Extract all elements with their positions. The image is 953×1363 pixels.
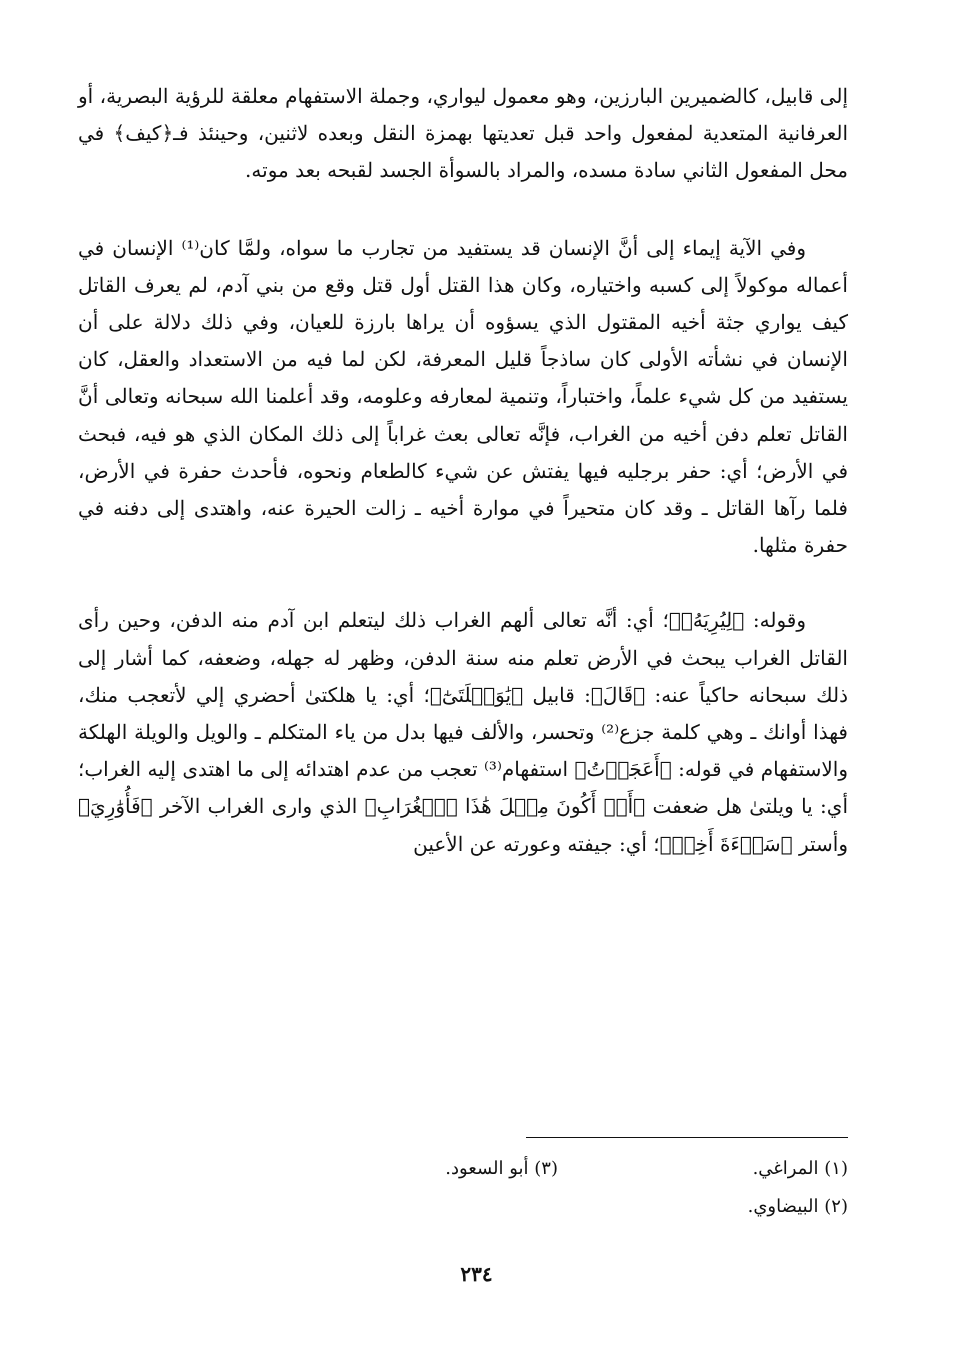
- page-number: ٢٣٤: [460, 1262, 493, 1286]
- footnote-2: (٢) البيضاوي.: [747, 1196, 848, 1217]
- footnote-row-2: [208, 1188, 848, 1226]
- footnotes: [208, 1150, 848, 1226]
- footnote-row-1: [208, 1150, 848, 1188]
- footnote-separator: [526, 1137, 848, 1138]
- paragraph-2: وفي الآية إيماء إلى أنَّ الإنسان قد يستفيد من تجارب ما سواه، ولمَّا كان⁽¹⁾ الإنسان في أعماله موكولاً إلى كسبه واختياره، وكان هذا القتل أول قتل وقع من بني آدم، لم يعرف القاتل كيف يواري جثة أخيه المقتول الذي يسؤوه أن يراها بارزة للعيان، وفي ذلك دلالة على أن الإنسان في نشأته الأولى كان ساذجاً قليل المعرفة، لكن لما فيه من الاستعداد والعقل، كان يستفيد من كل شيء علماً، واختباراً، وتنمية لمعارفه وعلومه، وقد أعلمنا الله سبحانه وتعالى أنَّ القاتل تعلم دفن أخيه من الغراب، فإنَّه تعالى بعث غراباً إلى ذلك المكان الذي هو فيه، فبحث في الأرض؛ أي: حفر برجليه فيها يفتش عن شيء كالطعام ونحوه، فأحدث حفرة في الأرض، فلما رآها القاتل ـ وقد كان متحيراً في موارة أخيه ـ زالت الحيرة عنه، واهتدى إلى دفنه في حفرة مثلها.: [78, 235, 848, 558]
- paragraph-1: إلى قابيل، كالضميرين البارزين، وهو معمول ليواري، وجملة الاستفهام معلقة للرؤية البصرية، أو العرفانية المتعدية لمفعول واحد قبل تعديتها بهمزة النقل وبعده لاثنين، وحينئذ فـ﴿كيف﴾ في محل المفعول الثاني سادة مسده، والمراد بالسوأة الجسد لقبحه بعد موته.: [78, 84, 848, 183]
- footnote-3: (٣) أبو السعود.: [445, 1158, 558, 1179]
- paragraph-3: وقوله: ﴿لِيُرِيَهُۥ﴾؛ أي: أنَّه تعالى ألهم الغراب ذلك ليتعلم ابن آدم منه الدفن، وحين رأى القاتل الغراب يبحث في الأرض تعلم منه سنة الدفن، وظهر له جهله، وضعفه، كما أشار إلى ذلك سبحانه حاكياً عنه: ﴿قَالَ﴾: قابيل ﴿يَٰوَيۡلَتَىٰٓ﴾؛ أي: يا هلكتىٰ أحضري إلي لأتعجب منك، فهذا أوانك ـ وهي كلمة جزع⁽²⁾ وتحسر، والألف فيها بدل من ياء المتكلم ـ والويل والويلة الهلكة والاستفهام في قوله: ﴿أَعَجَزۡتُ﴾ استفهام⁽³⁾ تعجب من عدم اهتدائه إلى ما اهتدى إليه الغراب؛ أي: يا ويلتىٰ هل ضعفت ﴿أَنۡ أَكُونَ مِثۡلَ هَٰذَا ٱلۡغُرَابِ﴾ الذي وارى الغراب الآخر ﴿فَأُوَٰرِيَ﴾ وأستر ﴿سَوۡءَةَ أَخِيۖ﴾؛ أي: جيفته وعورته عن الأعين: [78, 608, 848, 856]
- main-text: [78, 78, 848, 863]
- footnote-1: (١) المراغي.: [752, 1158, 848, 1179]
